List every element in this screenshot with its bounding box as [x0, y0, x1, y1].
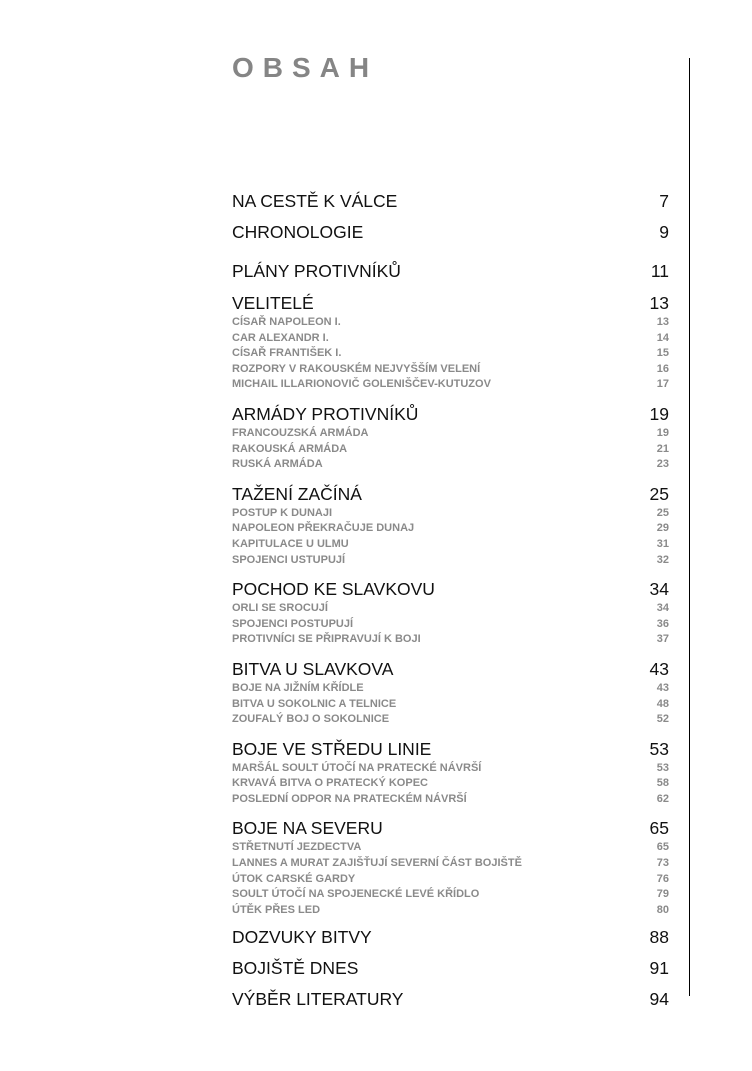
toc-subentry[interactable] — [232, 761, 669, 777]
toc-entry[interactable] — [232, 189, 669, 213]
toc-entry[interactable] — [232, 956, 669, 980]
toc-subentry[interactable] — [232, 346, 669, 362]
toc-subentry-title: NAPOLEON PŘEKRAČUJE DUNAJ — [232, 522, 415, 535]
toc-subentry-title: RAKOUSKÁ ARMÁDA — [232, 442, 348, 455]
toc-section — [232, 657, 669, 728]
toc-subentry[interactable] — [232, 362, 669, 378]
toc-subentry-title: SPOJENCI USTUPUJÍ — [232, 553, 346, 566]
toc-subentry[interactable] — [232, 872, 669, 888]
toc-entry-title: BOJE VE STŘEDU LINIE — [232, 738, 432, 759]
toc-section — [232, 987, 669, 1011]
toc-entry-page: 9 — [659, 222, 669, 242]
toc-entry-title: ARMÁDY PROTIVNÍKŮ — [232, 403, 419, 424]
toc-entry[interactable] — [232, 737, 669, 761]
toc-entry-title: VÝBĚR LITERATURY — [232, 989, 404, 1010]
toc-subentry-page: 53 — [656, 761, 669, 774]
toc-subentry-title: BITVA U SOKOLNIC A TELNICE — [232, 697, 397, 710]
toc-entry-page: 13 — [649, 293, 669, 313]
toc-entry-title: DOZVUKY BITVY — [232, 927, 372, 948]
toc-subentry-page: 29 — [656, 522, 669, 535]
toc-entry-page: 88 — [649, 927, 669, 948]
toc-subentry[interactable] — [232, 331, 669, 347]
toc-section — [232, 577, 669, 648]
toc-section — [232, 189, 669, 213]
toc-entry-title: BITVA U SLAVKOVA — [232, 658, 394, 679]
toc-subentry[interactable] — [232, 632, 669, 648]
toc-subentry-page: 34 — [656, 602, 669, 615]
toc-section — [232, 816, 669, 918]
toc-subentry-title: MARŠÁL SOULT ÚTOČÍ NA PRATECKÉ NÁVRŠÍ — [232, 761, 482, 774]
toc-entry-title: TAŽENÍ ZAČÍNÁ — [232, 483, 362, 504]
toc-subentry-title: POSLEDNÍ ODPOR NA PRATECKÉM NÁVRŠÍ — [232, 792, 467, 805]
toc-subentry-page: 25 — [656, 506, 669, 519]
toc-subentry-page: 19 — [656, 426, 669, 439]
toc-subentry-page: 37 — [656, 633, 669, 646]
toc-subentry-title: FRANCOUZSKÁ ARMÁDA — [232, 426, 369, 439]
toc-subentry-page: 31 — [656, 537, 669, 550]
toc-subentry-page: 13 — [656, 316, 669, 328]
toc-subentry[interactable] — [232, 776, 669, 792]
toc-subentry[interactable] — [232, 697, 669, 713]
toc-subentry[interactable] — [232, 315, 669, 331]
toc-subentry-page: 32 — [656, 553, 669, 566]
toc-subentry-page: 76 — [656, 872, 669, 885]
toc-subentry-page: 15 — [656, 347, 669, 360]
toc-subentry-title: LANNES A MURAT ZAJIŠŤUJÍ SEVERNÍ ČÁST BOJIŠTĚ — [232, 857, 522, 870]
toc-section — [232, 291, 669, 393]
toc-subentry-title: ZOUFALÝ BOJ O SOKOLNICE — [232, 713, 390, 726]
toc-entry[interactable] — [232, 259, 669, 283]
toc-subentry[interactable] — [232, 887, 669, 903]
toc-entry-page: 43 — [649, 658, 669, 679]
toc-entry-page: 7 — [659, 191, 669, 211]
toc-subentry[interactable] — [232, 712, 669, 728]
toc-subentry-title: ORLI SE SROCUJÍ — [232, 602, 328, 615]
toc-entry-title: BOJIŠTĚ DNES — [232, 958, 359, 979]
toc-subentry[interactable] — [232, 506, 669, 522]
toc-entry-title: PLÁNY PROTIVNÍKŮ — [232, 261, 401, 281]
toc-entry-page: 65 — [649, 818, 669, 839]
toc-subentry-title: POSTUP K DUNAJI — [232, 506, 333, 519]
toc-subentry-page: 21 — [656, 442, 669, 455]
toc-subentry-title: KRVAVÁ BITVA O PRATECKÝ KOPEC — [232, 777, 428, 790]
toc-subentry[interactable] — [232, 457, 669, 473]
toc-subentry[interactable] — [232, 521, 669, 537]
toc-entry-page: 34 — [649, 579, 669, 600]
toc-subentry[interactable] — [232, 681, 669, 697]
toc-entry[interactable] — [232, 402, 669, 426]
toc-subentry-title: MICHAIL ILLARIONOVIČ GOLENIŠČEV-KUTUZOV — [232, 378, 491, 391]
toc-subentry[interactable] — [232, 537, 669, 553]
toc-subentry-title: SOULT ÚTOČÍ NA SPOJENECKÉ LEVÉ KŘÍDLO — [232, 888, 480, 901]
toc-subentry-page: 17 — [656, 378, 669, 391]
toc-entry[interactable] — [232, 987, 669, 1011]
toc-subentry-page: 80 — [656, 903, 669, 916]
toc-subentry-title: KAPITULACE U ULMU — [232, 537, 349, 550]
toc-subentry-page: 48 — [656, 697, 669, 710]
toc-entry-page: 11 — [650, 261, 669, 281]
toc-section — [232, 956, 669, 980]
toc-subentry[interactable] — [232, 792, 669, 808]
toc-section — [232, 925, 669, 949]
toc-entry[interactable] — [232, 577, 669, 601]
toc-subentry-title: SPOJENCI POSTUPUJÍ — [232, 617, 354, 630]
toc-subentry-title: CÍSAŘ FRANTIŠEK I. — [232, 347, 342, 360]
toc-entry-page: 91 — [649, 958, 669, 979]
toc-subentry[interactable] — [232, 903, 669, 919]
toc-entry-title: VELITELÉ — [232, 293, 314, 313]
toc-section — [232, 259, 669, 283]
toc-subentry-page: 36 — [656, 617, 669, 630]
toc-entry-title: POCHOD KE SLAVKOVU — [232, 579, 435, 600]
toc-subentry[interactable] — [232, 442, 669, 458]
toc-subentry-page: 58 — [656, 777, 669, 790]
table-of-contents — [232, 189, 669, 1011]
toc-subentry-page: 23 — [656, 458, 669, 471]
toc-subentry-page: 43 — [656, 681, 669, 694]
toc-subentry[interactable] — [232, 377, 669, 393]
toc-subentry-page: 79 — [656, 888, 669, 901]
toc-entry[interactable] — [232, 925, 669, 949]
toc-section — [232, 220, 669, 244]
page-title: OBSAH — [232, 52, 379, 83]
toc-section — [232, 737, 669, 808]
toc-entry-page: 25 — [649, 483, 669, 504]
toc-subentry-title: PROTIVNÍCI SE PŘIPRAVUJÍ K BOJI — [232, 633, 421, 646]
toc-subentry-title: BOJE NA JIŽNÍM KŘÍDLE — [232, 681, 364, 694]
toc-entry[interactable] — [232, 657, 669, 681]
toc-subentry[interactable] — [232, 553, 669, 569]
toc-subentry-page: 62 — [656, 792, 669, 805]
toc-entry-title: NA CESTĚ K VÁLCE — [232, 191, 398, 211]
toc-subentry-title: ÚTOK CARSKÉ GARDY — [232, 872, 356, 885]
toc-entry-page: 19 — [649, 403, 669, 424]
toc-subentry[interactable] — [232, 856, 669, 872]
toc-subentry-title: CAR ALEXANDR I. — [232, 331, 329, 344]
toc-entry-title: BOJE NA SEVERU — [232, 818, 383, 839]
toc-subentry[interactable] — [232, 617, 669, 633]
vertical-rule — [689, 58, 690, 996]
toc-entry[interactable] — [232, 482, 669, 506]
toc-entry[interactable] — [232, 816, 669, 840]
toc-subentry[interactable] — [232, 601, 669, 617]
toc-subentry-page: 65 — [656, 841, 669, 854]
toc-entry-title: CHRONOLOGIE — [232, 222, 364, 242]
toc-subentry[interactable] — [232, 426, 669, 442]
toc-subentry-title: RUSKÁ ARMÁDA — [232, 458, 323, 471]
toc-section — [232, 402, 669, 473]
toc-subentry-page: 73 — [656, 857, 669, 870]
toc-subentry-title: CÍSAŘ NAPOLEON I. — [232, 316, 341, 328]
toc-subentry-page: 16 — [656, 362, 669, 375]
toc-entry-page: 94 — [649, 989, 669, 1010]
toc-entry-page: 53 — [649, 738, 669, 759]
toc-entry[interactable] — [232, 220, 669, 244]
toc-subentry-page: 14 — [656, 331, 669, 344]
toc-subentry-title: ÚTĚK PŘES LED — [232, 903, 321, 916]
toc-subentry[interactable] — [232, 840, 669, 856]
toc-section — [232, 482, 669, 568]
toc-subentry-title: ROZPORY V RAKOUSKÉM NEJVYŠŠÍM VELENÍ — [232, 362, 481, 375]
toc-subentry-page: 52 — [656, 713, 669, 726]
toc-entry[interactable] — [232, 291, 669, 315]
toc-subentry-title: STŘETNUTÍ JEZDECTVA — [232, 841, 362, 854]
